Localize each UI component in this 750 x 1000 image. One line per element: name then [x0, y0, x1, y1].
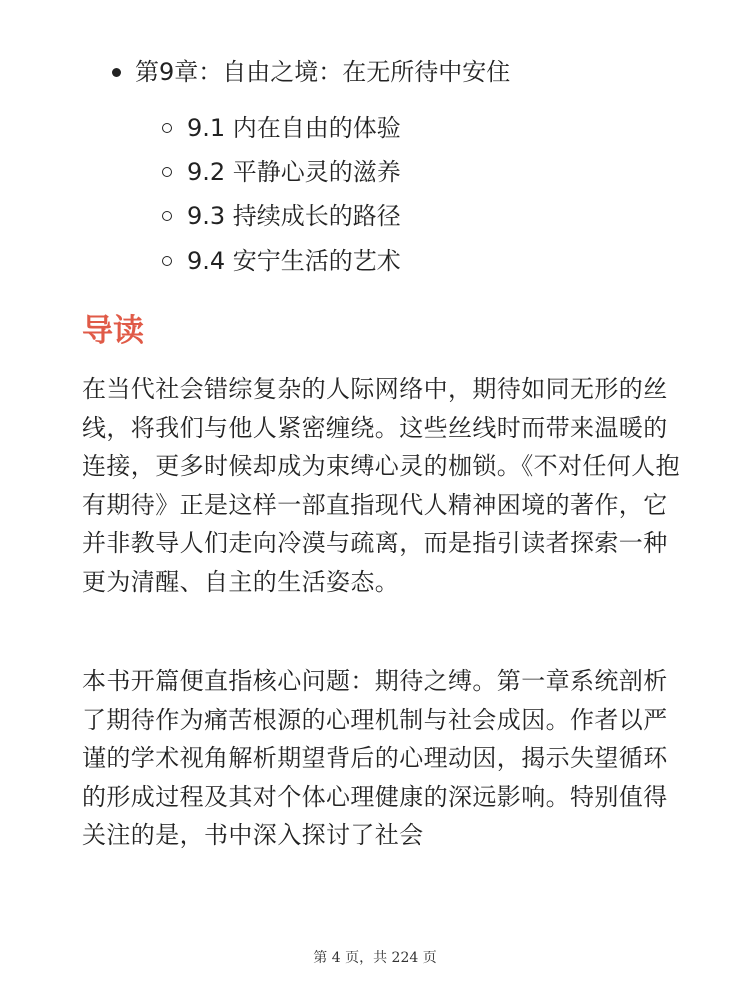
bullet-disc-icon	[112, 68, 121, 77]
toc-section-title: 9.4 安宁生活的艺术	[187, 247, 401, 275]
section-heading: 导读	[82, 313, 144, 349]
bullet-circle-icon	[162, 211, 172, 221]
toc-section-item	[162, 196, 401, 236]
toc-section-item	[162, 152, 401, 192]
toc-section-title: 9.2 平静心灵的滋养	[187, 158, 401, 186]
page-number-footer: 第 4 页，共 224 页	[313, 950, 437, 966]
toc-section-item	[162, 241, 401, 281]
bullet-circle-icon	[162, 123, 172, 133]
toc-section-title: 9.3 持续成长的路径	[187, 202, 401, 230]
toc-chapter-item	[112, 52, 510, 92]
bullet-circle-icon	[162, 167, 172, 177]
bullet-circle-icon	[162, 256, 172, 266]
toc-section-title: 9.1 内在自由的体验	[187, 114, 401, 142]
body-paragraph: 本书开篇便直指核心问题：期待之缚。第一章系统剖析了期待作为痛苦根源的心理机制与社会成因。作者以严谨的学术视角解析期望背后的心理动因，揭示失望循环的形成过程及其对个体心理健康的深远影响。特别值得关注的是，书中深入探讨了社会	[82, 667, 668, 849]
body-paragraph: 在当代社会错综复杂的人际网络中，期待如同无形的丝线，将我们与他人紧密缠绕。这些丝线时而带来温暖的连接，更多时候却成为束缚心灵的枷锁。《不对任何人抱有期待》正是这样一部直指现代人精神困境的著作，它并非教导人们走向冷漠与疏离，而是指引读者探索一种更为清醒、自主的生活姿态。	[82, 375, 680, 596]
toc-section-item	[162, 108, 401, 148]
toc-chapter-title: 第9章：自由之境：在无所待中安住	[135, 58, 511, 86]
